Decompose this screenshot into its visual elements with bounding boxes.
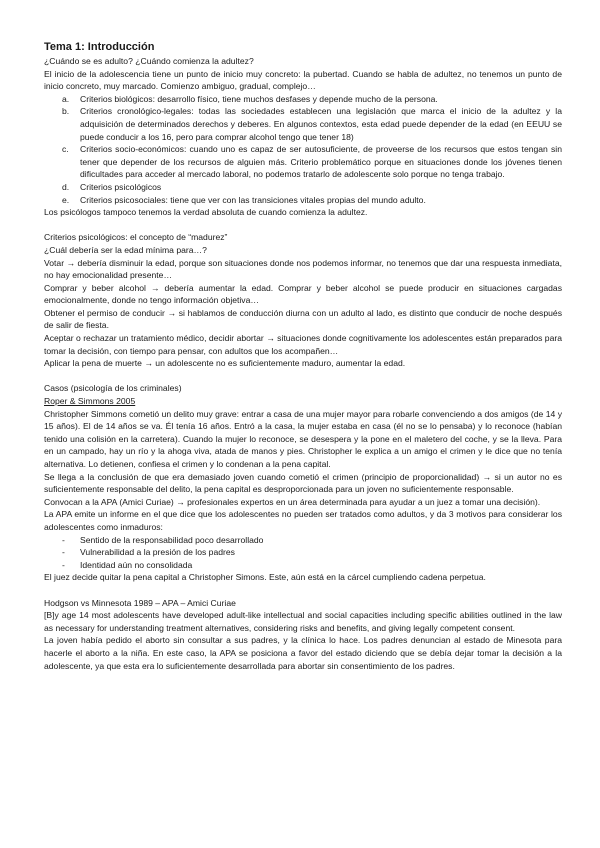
paragraph: Aplicar la pena de muerte → un adolescente no es suficientemente maduro, aumentar la edad.: [44, 358, 406, 369]
case-title: Roper & Simmons 2005: [44, 396, 136, 407]
paragraph: Aceptar o rechazar un tratamiento médico, decidir abortar → situaciones donde cognitivamente los adolescentes están preparados para tomar la decisión, con tiempo para pensar, con adultos que los acompañen…: [44, 333, 562, 356]
reason-item: [44, 559, 562, 572]
section3-heading: Casos (psicología de los criminales): [44, 383, 182, 394]
criteria-item-b: [44, 105, 562, 143]
list-item-text: Criterios psicosociales: tiene que ver con las transiciones vitales propias del mundo adulto.: [80, 194, 426, 205]
criteria-list: [44, 93, 562, 206]
list-item-text: Criterios biológicos: desarrollo físico, tiene muchos desfases y depende mucho de la persona.: [80, 93, 438, 104]
list-item-text: Criterios psicológicos: [80, 181, 162, 192]
list-marker: a.: [62, 93, 70, 104]
criteria-item-c: [44, 143, 562, 181]
reason-item: [44, 534, 562, 547]
list-marker: c.: [62, 144, 69, 155]
list-item-text: Vulnerabilidad a la presión de los padres: [80, 547, 235, 558]
paragraph: Votar → debería disminuir la edad, porque son situaciones donde nos podemos informar, no tenemos que dar una respuesta inmediata, no hay emocionalidad presente…: [44, 257, 562, 281]
criteria-item-d: [44, 181, 562, 194]
section1-outro: Los psicólogos tampoco tenemos la verdad absoluta de cuando comienza la adultez.: [44, 207, 368, 218]
paragraph: Se llega a la conclusión de que era demasiado joven cuando cometió el crimen (principio de proporcionalidad) → si un autor no es suficientemente responsable del delito, la pena capital es desproporcionada para un joven no suficientemente responsable.: [44, 471, 562, 495]
section1-intro: El inicio de la adolescencia tiene un punto de inicio muy concreto: la pubertad. Cuando se habla de adultez, no tenemos un punto de inicio concreto, muy marcado. Comienzo ambiguo, gradual, complejo…: [44, 68, 562, 92]
paragraph: La joven había pedido el aborto sin consultar a sus padres, y la clínica lo hace. Los padres denuncian al estado de Minesota para hacerle el aborto a la niña. En este caso, la APA se posiciona a favor del estado diciendo que se debía dejar tomar la decisión a la adolescente, ya que esta era lo suficientemente desarrollada para abortar sin consentimiento de los padres.: [44, 635, 562, 671]
list-item-text: Identidad aún no consolidada: [80, 559, 193, 570]
list-item-text: Criterios cronológico-legales: todas las sociedades establecen una legislación que marca el inicio de la adultez y la adquisición de determinados derechos y deberes. En algunos contextos, esta edad puede depender de la edad (en EEUU se puede conducir a los 16, pero para comprar alcohol tengo que tener 18): [80, 106, 562, 142]
list-marker: -: [62, 547, 65, 558]
list-item-text: Criterios socio-económicos: cuando uno es capaz de ser autosuficiente, de proveerse de los recursos que estos tengan sin tener que depender de los recursos de alguien más. Criterio problemático porque en situaciones donde los jóvenes tienen dificultades para acceder al mercado laboral, no podemos tratarlo de adolescente solo porque no tenga trabajo.: [80, 144, 562, 180]
section3-outro: El juez decide quitar la pena capital a Christopher Simons. Este, aún está en la cárcel cumpliendo cadena perpetua.: [44, 572, 486, 583]
reason-item: [44, 546, 562, 559]
paragraph: Christopher Simmons cometió un delito muy grave: entrar a casa de una mujer mayor para robarle convenciendo a dos amigos (de 14 y 15 años). El de 14 años se va. Él tenía 16 años. Entró a la casa, la mujer estaba en casa (él no se lo pensaba) y lo reconoce (habían tenido una colisión en la carretera). Cuando la mujer lo reconoce, se desespera y la pone en el maletero del coche, y se la lleva. Para en un campado, hay un río y la ahoga viva, atada de manos y pies. Christopher le explica a un amigo el crimen y le dice que no tenía alternativa. Lo detienen, confiesa el crimen y lo condenan a la pena capital.: [44, 408, 562, 469]
page-title: Tema 1: Introducción: [44, 41, 155, 53]
reasons-list: [44, 534, 562, 572]
criteria-item-e: [44, 194, 562, 207]
list-marker: -: [62, 534, 65, 545]
criteria-item-a: [44, 93, 562, 106]
paragraph: La APA emite un informe en el que dice que los adolescentes no pueden ser tratados como adultos, y da 3 motivos para considerar los adolescentes como inmaduros:: [44, 509, 562, 532]
paragraph: Comprar y beber alcohol → debería aumentar la edad. Comprar y beber alcohol se puede producir en situaciones cargadas emocionalmente, donde no tengo información objetiva…: [44, 282, 562, 306]
list-marker: d.: [62, 181, 70, 192]
list-marker: -: [62, 559, 65, 570]
paragraph: Obtener el permiso de conducir → si hablamos de conducción diurna con un adulto al lado, es distinto que conducir de noche después de salir de fiesta.: [44, 307, 562, 331]
section2-question: ¿Cuál debería ser la edad mínima para…?: [44, 244, 207, 255]
section1-question: ¿Cuándo se es adulto? ¿Cuándo comienza la adultez?: [44, 56, 254, 66]
section2-heading: Criterios psicológicos: el concepto de “madurez”: [44, 232, 228, 243]
paragraph: Convocan a la APA (Amici Curiae) → profesionales expertos en un área determinada para ayudar a un juez a tomar una decisión).: [44, 496, 541, 507]
list-marker: b.: [62, 106, 70, 117]
document-page: [44, 40, 562, 672]
list-item-text: Sentido de la responsabilidad poco desarrollado: [80, 534, 264, 545]
list-marker: e.: [62, 194, 70, 205]
section4-heading: Hodgson vs Minnesota 1989 – APA – Amici Curiae: [44, 597, 236, 608]
paragraph: [B]y age 14 most adolescents have developed adult-like intellectual and social capacities including specific abilities outlined in the law as necessary for understanding treatment alternatives, considering risks and benefits, and giving legally competent consent.: [44, 610, 562, 633]
